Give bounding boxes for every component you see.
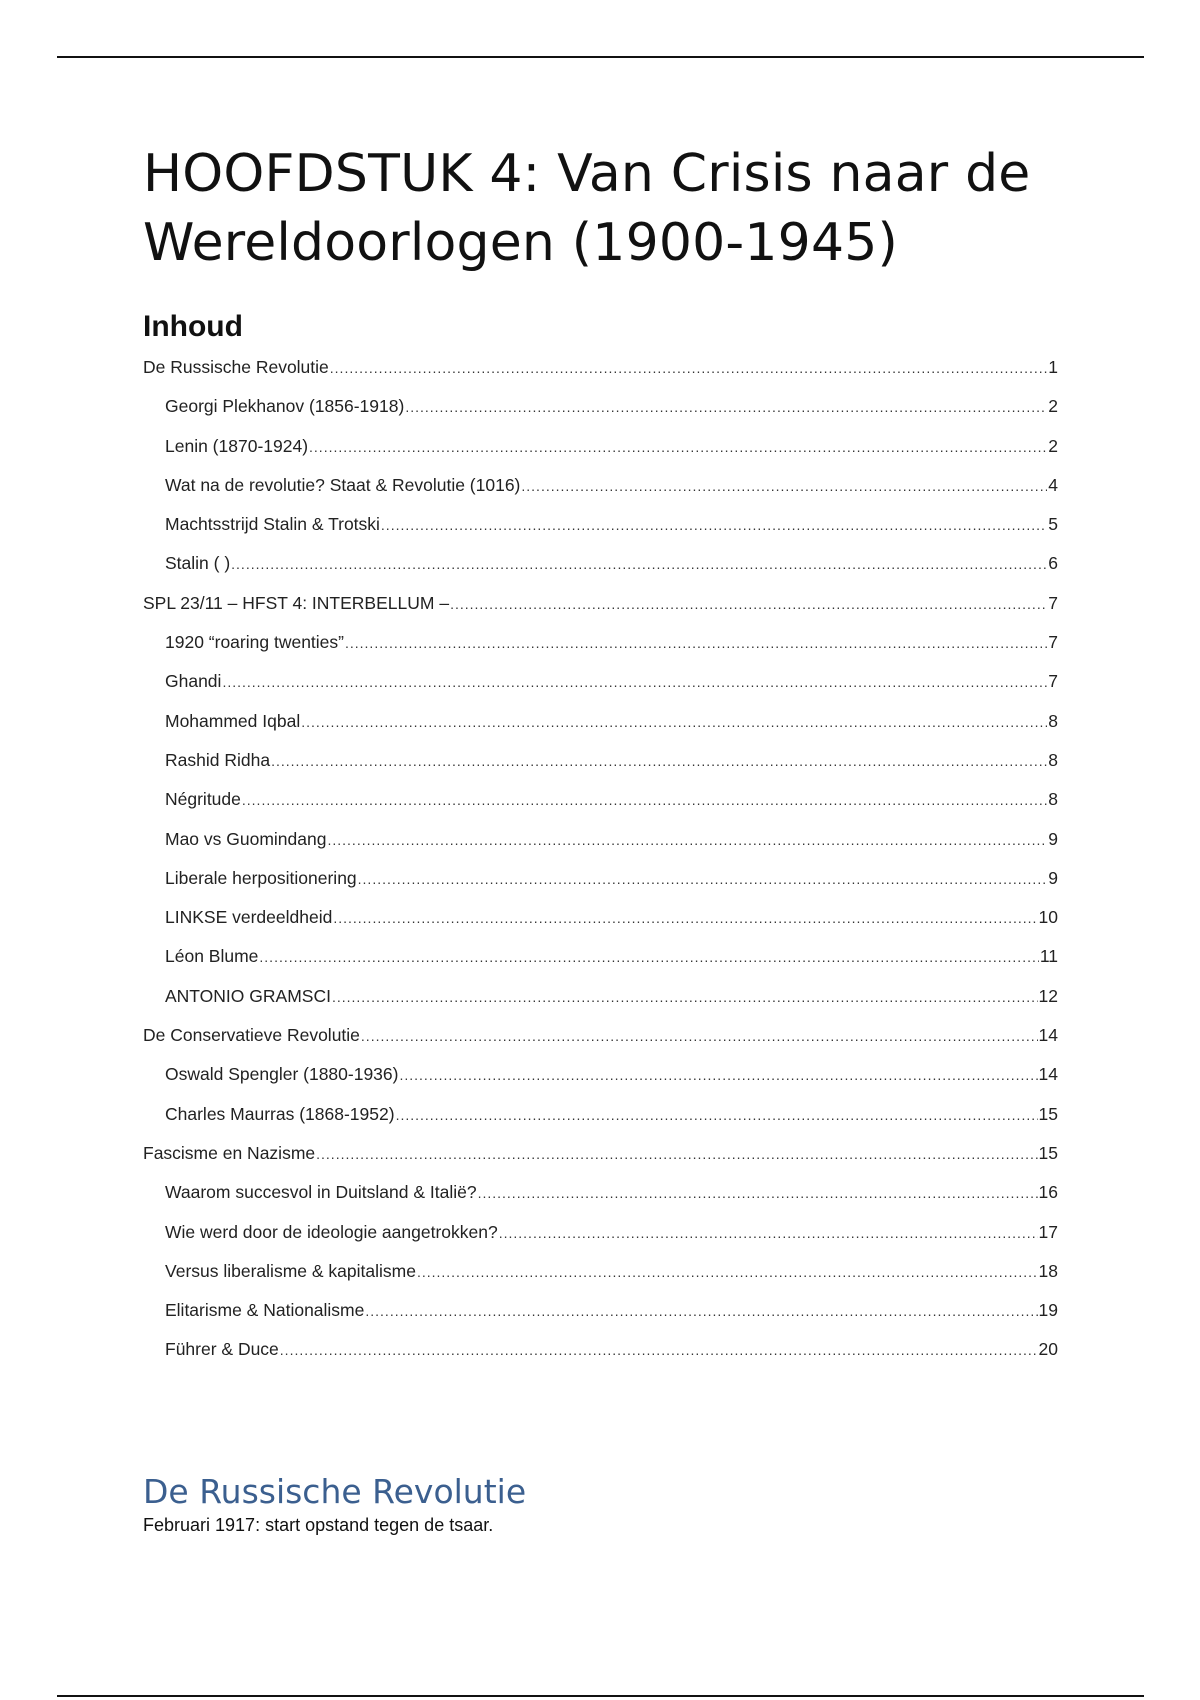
toc-heading: Inhoud [143,310,243,343]
toc-dot-leader [301,714,1047,730]
toc-entry-title: Oswald Spengler (1880-1936) [165,1064,399,1085]
toc-entry-title: Versus liberalisme & kapitalisme [165,1260,416,1281]
bottom-page-rule [57,1695,1144,1697]
toc-dot-leader [271,753,1047,769]
toc-entry-page: 10 [1038,907,1058,928]
toc-entry-page: 15 [1038,1142,1058,1163]
document-title: HOOFDSTUK 4: Van Crisis naar de Wereldoorlogen (1900-1945) [143,144,1031,273]
toc-entry[interactable] [143,750,1058,789]
toc-entry[interactable] [143,396,1058,435]
toc-entry[interactable] [143,1300,1058,1339]
toc-dot-leader [358,871,1048,887]
toc-entry[interactable] [143,357,1058,396]
toc-entry-title: SPL 23/11 – HFST 4: INTERBELLUM – [143,592,450,613]
toc-entry[interactable] [143,514,1058,553]
toc-entry[interactable] [143,593,1058,632]
toc-dot-leader [521,478,1047,494]
toc-entry[interactable] [143,436,1058,475]
toc-dot-leader [333,910,1037,926]
toc-entry-page: 5 [1048,514,1058,535]
toc-dot-leader [309,439,1047,455]
toc-dot-leader [327,832,1047,848]
toc-entry-page: 8 [1048,710,1058,731]
toc-dot-leader [231,556,1047,572]
toc-entry-page: 9 [1048,828,1058,849]
toc-dot-leader [396,1107,1038,1123]
toc-entry[interactable] [143,671,1058,710]
toc-dot-leader [405,399,1047,415]
table-of-contents [143,357,1058,1379]
toc-entry-title: 1920 “roaring twenties” [165,632,344,653]
toc-dot-leader [450,596,1047,612]
toc-dot-leader [330,360,1047,376]
toc-entry-page: 17 [1038,1221,1058,1242]
toc-entry-title: Mao vs Guomindang [165,828,327,849]
toc-entry-page: 6 [1048,553,1058,574]
toc-dot-leader [259,949,1038,965]
toc-dot-leader [222,674,1047,690]
toc-dot-leader [478,1185,1038,1201]
section-heading: De Russische Revolutie [143,1472,527,1511]
toc-entry-title: Ghandi [165,671,222,692]
toc-entry-page: 16 [1038,1182,1058,1203]
toc-entry[interactable] [143,711,1058,750]
toc-dot-leader [499,1225,1038,1241]
toc-entry-title: Rashid Ridha [165,749,271,770]
toc-entry-page: 7 [1048,592,1058,613]
toc-dot-leader [399,1067,1037,1083]
toc-entry-title: Wat na de revolutie? Staat & Revolutie (1016) [165,474,521,495]
toc-entry-page: 15 [1038,1103,1058,1124]
document-content [143,140,1058,1379]
toc-entry-page: 14 [1038,1064,1058,1085]
toc-entry[interactable] [143,1182,1058,1221]
toc-dot-leader [361,1028,1038,1044]
toc-dot-leader [280,1342,1038,1358]
toc-entry-title: De Russische Revolutie [143,357,329,377]
toc-entry-title: Georgi Plekhanov (1856-1918) [165,396,405,417]
toc-dot-leader [365,1303,1037,1319]
toc-entry-title: Waarom succesvol in Duitsland & Italië? [165,1182,477,1203]
toc-entry-page: 2 [1048,435,1058,456]
toc-entry-title: Lenin (1870-1924) [165,435,309,456]
toc-entry-page: 8 [1048,749,1058,770]
toc-entry-title: De Conservatieve Revolutie [143,1025,360,1046]
toc-entry-title: Mohammed Iqbal [165,710,301,731]
toc-entry[interactable] [143,1222,1058,1261]
toc-entry-page: 7 [1048,632,1058,653]
toc-entry[interactable] [143,1104,1058,1143]
toc-entry[interactable] [143,1261,1058,1300]
toc-entry-page: 2 [1048,396,1058,417]
toc-entry[interactable] [143,1025,1058,1064]
toc-dot-leader [242,792,1047,808]
toc-entry-page: 1 [1048,357,1058,377]
toc-entry-title: Machtsstrijd Stalin & Trotski [165,514,380,535]
toc-entry-title: Charles Maurras (1868-1952) [165,1103,395,1124]
toc-entry-title: ANTONIO GRAMSCI [165,985,331,1006]
toc-entry[interactable] [143,632,1058,671]
toc-entry-page: 8 [1048,789,1058,810]
toc-entry[interactable] [143,907,1058,946]
toc-dot-leader [332,989,1038,1005]
toc-entry-title: Négritude [165,789,241,810]
toc-entry[interactable] [143,789,1058,828]
toc-entry[interactable] [143,1143,1058,1182]
toc-entry-title: LINKSE verdeeldheid [165,907,333,928]
toc-dot-leader [417,1264,1038,1280]
toc-entry-title: Fascisme en Nazisme [143,1142,316,1163]
toc-dot-leader [345,635,1047,651]
top-page-rule [57,56,1144,58]
toc-entry[interactable] [143,868,1058,907]
toc-entry[interactable] [143,475,1058,514]
toc-entry-page: 4 [1048,474,1058,495]
toc-dot-leader [381,517,1047,533]
toc-entry[interactable] [143,1339,1058,1378]
toc-entry-page: 19 [1038,1300,1058,1321]
toc-entry-title: Liberale herpositionering [165,867,357,888]
toc-entry-title: Léon Blume [165,946,259,967]
toc-dot-leader [316,1146,1037,1162]
toc-entry[interactable] [143,1064,1058,1103]
toc-entry-title: Elitarisme & Nationalisme [165,1300,365,1321]
toc-entry-page: 14 [1038,1025,1058,1046]
body-paragraph: Februari 1917: start opstand tegen de tsaar. [143,1515,494,1535]
toc-entry[interactable] [143,986,1058,1025]
toc-entry-page: 7 [1048,671,1058,692]
toc-entry-title: Wie werd door de ideologie aangetrokken? [165,1221,498,1242]
toc-entry[interactable] [143,946,1058,985]
toc-entry-page: 12 [1038,985,1058,1006]
toc-entry-page: 18 [1038,1260,1058,1281]
toc-entry[interactable] [143,553,1058,592]
toc-entry[interactable] [143,829,1058,868]
toc-entry-title: Stalin ( ) [165,553,231,574]
toc-entry-page: 9 [1048,867,1058,888]
toc-entry-page: 20 [1038,1339,1058,1360]
toc-entry-title: Führer & Duce [165,1339,279,1360]
toc-entry-page: 11 [1039,946,1058,967]
